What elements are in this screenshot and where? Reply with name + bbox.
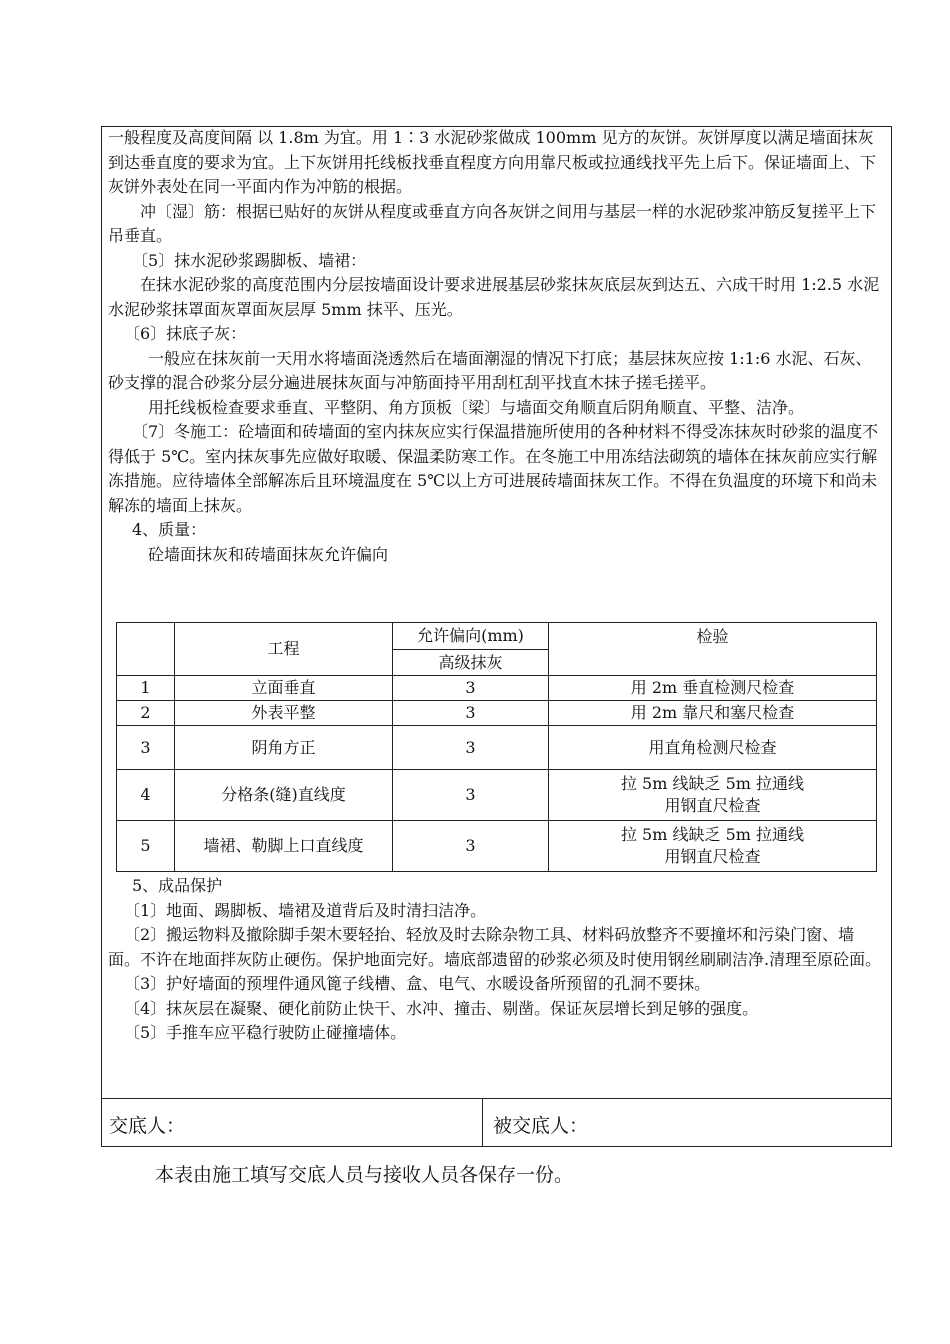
paragraph: 用托线板检查要求垂直、平整阴、角方顶板〔梁〕与墙面交角顺直后阴角顺直、平整、洁净。 bbox=[148, 397, 805, 417]
row-method: 用 2m 垂直检测尺检查 bbox=[549, 676, 877, 701]
row-no: 4 bbox=[117, 770, 175, 821]
row-item: 分格条(缝)直线度 bbox=[175, 770, 393, 821]
paragraph: 4、质量： bbox=[132, 520, 207, 539]
row-item: 外表平整 bbox=[175, 701, 393, 726]
body-text-top bbox=[108, 126, 884, 567]
paragraph: 〔5〕抹水泥砂浆踢脚板、墙裙： bbox=[132, 250, 367, 270]
paragraph: 〔4〕抹灰层在凝聚、硬化前防止快干、水冲、撞击、剔凿。保证灰层增长到足够的强度。 bbox=[124, 998, 759, 1018]
signature-divider bbox=[482, 1099, 483, 1147]
row-method: 用 2m 靠尺和塞尺检查 bbox=[549, 701, 877, 726]
section-heading: 5、成品保护 bbox=[132, 876, 223, 895]
paragraph: 〔6〕抹底子灰： bbox=[124, 324, 247, 343]
table-row bbox=[117, 701, 877, 726]
header-project: 工程 bbox=[175, 623, 393, 676]
paragraph: 〔2〕搬运物料及撤除脚手架木要轻抬、轻放及时去除杂物工具、材料码放整齐不要撞坏和污染门窗、墙面。不许在地面拌灰防止硬伤。保护地面完好。墙底部遗留的砂浆必须及时使用钢丝刷刷洁净.清理至原砼面。 bbox=[108, 925, 882, 969]
paragraph: 在抹水泥砂浆的高度范围内分层按墙面设计要求进展基层砂浆抹灰底层灰到达五、六成干时用 1:2.5 水泥水泥砂浆抹罩面灰罩面灰层厚 5mm 抹平、压光。 bbox=[108, 275, 880, 319]
paragraph: 冲〔湿〕筋：根据已贴好的灰饼从程度或垂直方向各灰饼之间用与基层一样的水泥砂浆冲筋反复搓平上下吊垂直。 bbox=[108, 201, 877, 245]
footer-note: 本表由施工填写交底人员与接收人员各保存一份。 bbox=[155, 1164, 574, 1186]
paragraph: 〔1〕地面、踢脚板、墙裙及道背后及时清扫洁净。 bbox=[124, 900, 487, 920]
row-value: 3 bbox=[393, 770, 549, 821]
row-value: 3 bbox=[393, 676, 549, 701]
table-row bbox=[117, 676, 877, 701]
row-no: 1 bbox=[117, 676, 175, 701]
row-method-line: 拉 5m 线缺乏 5m 拉通线 bbox=[620, 774, 805, 793]
row-value: 3 bbox=[393, 726, 549, 770]
row-method bbox=[549, 770, 877, 821]
paragraph: 〔3〕护好墙面的预埋件通风篦子线槽、盒、电气、水暖设备所预留的孔洞不要抹。 bbox=[124, 974, 711, 993]
row-method-line: 用钢直尺检查 bbox=[664, 796, 761, 815]
paragraph: 一般应在抹灰前一天用水将墙面浇透然后在墙面潮湿的情况下打底；基层抹灰应按 1:1:6 水泥、石灰、砂支撑的混合砂浆分层分遍进展抹灰面与冲筋面持平用刮杠刮平找直木抹子搓毛搓平。 bbox=[108, 348, 872, 392]
giver-label: 交底人： bbox=[109, 1115, 186, 1137]
row-method-line: 拉 5m 线缺乏 5m 拉通线 bbox=[620, 825, 805, 844]
receiver-label: 被交底人： bbox=[493, 1115, 589, 1137]
body-text-bottom bbox=[108, 874, 884, 1046]
header-tolerance: 允许偏向(mm) bbox=[393, 623, 549, 650]
row-item: 阴角方正 bbox=[175, 726, 393, 770]
header-no bbox=[117, 623, 175, 676]
header-grade: 高级抹灰 bbox=[393, 650, 549, 676]
row-no: 5 bbox=[117, 821, 175, 872]
row-method bbox=[549, 821, 877, 872]
table-caption: 砼墙面抹灰和砖墙面抹灰允许偏向 bbox=[148, 544, 389, 564]
row-item: 墙裙、勒脚上口直线度 bbox=[175, 821, 393, 872]
table-row bbox=[117, 770, 877, 821]
paragraph: 〔5〕手推车应平稳行驶防止碰撞墙体。 bbox=[124, 1023, 407, 1042]
header-inspection: 检验 bbox=[549, 623, 877, 676]
table-row bbox=[117, 726, 877, 770]
table-row bbox=[117, 821, 877, 872]
signature-row bbox=[101, 1098, 892, 1147]
row-no: 2 bbox=[117, 701, 175, 726]
paragraph: 一般程度及高度间隔 以 1.8m 为宜。用 1∶3 水泥砂浆做成 100mm 见方的灰饼。灰饼厚度以满足墙面抹灰到达垂直度的要求为宜。上下灰饼用托线板找垂直程度方向用靠尺板或拉通线找平先上后下。保证墙面上、下灰饼外表处在同一平面内作为冲筋的根据。 bbox=[108, 128, 877, 196]
row-item: 立面垂直 bbox=[175, 676, 393, 701]
row-value: 3 bbox=[393, 701, 549, 726]
quality-tolerance-table bbox=[116, 622, 877, 872]
row-method: 用直角检测尺检查 bbox=[549, 726, 877, 770]
row-method-line: 用钢直尺检查 bbox=[664, 847, 761, 866]
row-no: 3 bbox=[117, 726, 175, 770]
row-value: 3 bbox=[393, 821, 549, 872]
paragraph: 〔7〕冬施工：砼墙面和砖墙面的室内抹灰应实行保温措施所使用的各种材料不得受冻抹灰时砂浆的温度不得低于 5℃。室内抹灰事先应做好取暖、保温柔防寒工作。在冬施工中用冻结法砌筑的墙体在抹灰前应实行解冻措施。应待墙体全部解冻后且环境温度在 5℃以上方可进展砖墙面抹灰工作。不得在负温度的环境下和尚未解冻的墙面上抹灰。 bbox=[108, 422, 879, 515]
